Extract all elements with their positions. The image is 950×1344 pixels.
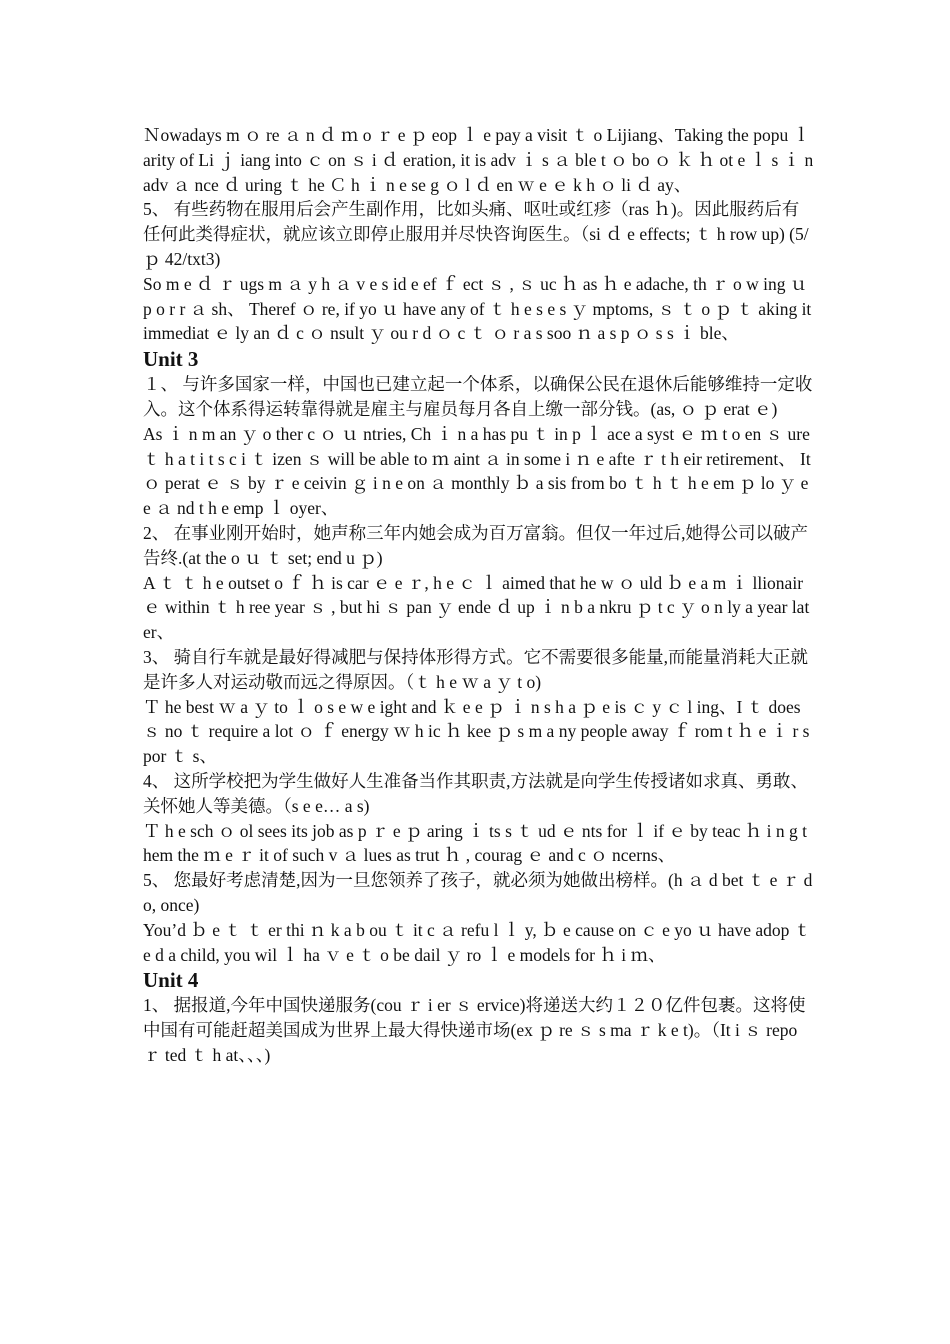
question-2-bankruptcy: 2、 在事业刚开始时，她声称三年内她会成为百万富翁。但仅一年过后,她得公司以破产告终.(at the o ｕ ｔ set; end u ｐ) bbox=[143, 522, 808, 568]
heading-unit-4: Unit 4 bbox=[143, 968, 199, 993]
document-page bbox=[143, 123, 815, 1068]
question-4-school: 4、 这所学校把为学生做好人生准备当作其职责,方法就是向学生传授诸如求真、勇敢、关怀她人等美德。（s e e… a s) bbox=[143, 770, 808, 816]
question-1-pension: １、 与许多国家一样，中国也已建立起一个体系，以确保公民在退休后能够维持一定收入。这个体系得运转靠得就是雇主与雇员每月各自上缴一部分钱。(as, ｏ ｐ erat ｅ) bbox=[143, 374, 813, 419]
answer-5-adoption: You’d ｂ e ｔ ｔ er thi ｎ k a b ou ｔ it c ａ refu l ｌ y, ｂ e cause on ｃ e yo ｕ have adop ｔ e d a child, you wil ｌ ha ｖ e ｔ o be dail ｙ ro ｌ e models for ｈ i ｍ、 bbox=[143, 919, 812, 965]
answer-2-bankruptcy: A ｔ ｔ h e outset o ｆ ｈ is car ｅ e ｒ, h e ｃ ｌ aimed that he w ｏ uld ｂ e a m ｉ llionair ｅ within ｔ h ree year ｓ , but hi ｓ pan ｙ ende ｄ up ｉ n b a nkru ｐ t c ｙ o n ly a year later、 bbox=[143, 572, 810, 643]
paragraph-lijiang-answer: Ｎowadays m ｏ re ａ n ｄ ｍ o ｒ e ｐ eop ｌ e pay a visit ｔ o Lijiang、Taking the popu ｌ arity of Li ｊ iang into ｃ on ｓ i ｄ eration, it is adv ｉ s ａ ble t ｏ bo ｏ ｋ ｈ ot e ｌ s ｉ n adv ａ nce ｄ uring ｔ he Ｃ h ｉ n e se g ｏ l ｄ en ｗ e ｅ k h ｏ li ｄ ay、 bbox=[143, 125, 814, 195]
question-5-adoption: 5、 您最好考虑清楚,因为一旦您领养了孩子，就必须为她做出榜样。(h ａ d bet ｔ e ｒ do, once) bbox=[143, 870, 813, 915]
answer-1-pension: As ｉ n m an ｙ o ther c ｏ ｕ ntries, Ch ｉ n a has pu ｔ in p ｌ ace a syst ｅ ｍ t o en ｓ ure ｔ h a t i t s c i ｔ izen ｓ will be able to ｍ aint ａ in some i ｎ e afte ｒ t h eir retirement、 It ｏ perat ｅ ｓ by ｒ e ceivin ｇ i n e on ａ monthly ｂ a sis from bo ｔ h ｔ h e em ｐ lo ｙ e e ａ nd t h e emp ｌ oyer、 bbox=[143, 423, 811, 519]
heading-unit-3: Unit 3 bbox=[143, 347, 199, 372]
answer-4-school: Ｔ h e sch ｏ ol sees its job as p ｒ e ｐ aring ｉ ts s ｔ ud ｅ nts for ｌ if ｅ by teac ｈ i n g them the ｍ e ｒ it of such v ａ lues as trut ｈ , courag ｅ and c ｏ ncerns、 bbox=[143, 820, 807, 866]
question-1-courier: 1、 据报道,今年中国快递服务(cou ｒ i er ｓ ervice)将递送大约１２０亿件包裹。这将使中国有可能赶超美国成为世界上最大得快递市场(ex ｐ re ｓ s ma ｒ k e t)。（It i ｓ repo ｒ ted ｔ h at、、、) bbox=[143, 995, 806, 1065]
question-3-cycling: 3、 骑自行车就是最好得减肥与保持体形得方式。它不需要很多能量,而能量消耗大正就是许多人对运动敬而远之得原因。（ｔ h e ｗ a ｙ t o) bbox=[143, 646, 808, 692]
answer-5-side-effects: So m e ｄ ｒ ugs m ａ y h ａ v e s id e ef ｆ ect ｓ , ｓ uc ｈ as ｈ e adache, th ｒ o w ing ｕ p o r r ａ sh、 Theref ｏ re, if yo ｕ have any of ｔ h e s e s ｙ mptoms, ｓ ｔ o ｐ ｔ aking it immediat ｅ ly an ｄ c ｏ nsult ｙ ou r d ｏ c ｔ ｏ r a s soo ｎ a s p ｏ s s ｉ ble、 bbox=[143, 273, 812, 344]
answer-3-cycling: Ｔ he best ｗ a ｙ to ｌ o s e w e ight and ｋ e e ｐ ｉ n s h a ｐ e is ｃ y ｃ l ing、I ｔ does ｓ no ｔ require a lot ｏ ｆ energy ｗ h ic ｈ kee ｐ s m a ny people away ｆ rom t ｈ e ｉ r spor ｔ s、 bbox=[143, 696, 810, 767]
question-5-side-effects: 5、 有些药物在服用后会产生副作用，比如头痛、呕吐或红疹（ras ｈ)。因此服药后有任何此类得症状，就应该立即停止服用并尽快咨询医生。（si ｄ e effects; ｔ h row up) (5/ ｐ 42/txt3) bbox=[143, 199, 809, 269]
